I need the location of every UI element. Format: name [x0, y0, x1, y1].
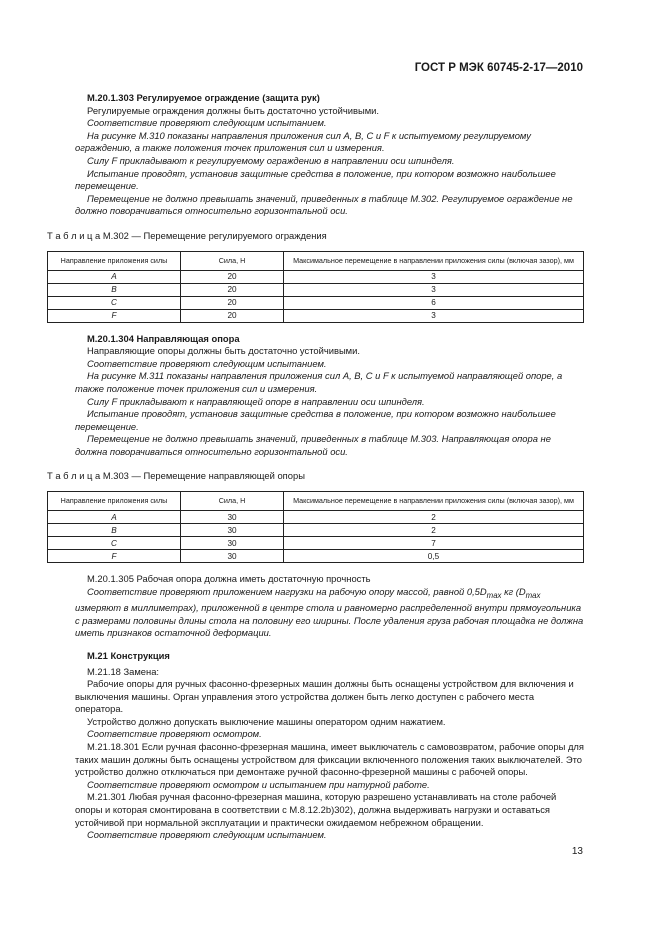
column-header: Сила, Н: [181, 492, 284, 511]
paragraph: М.21.18 Замена:: [87, 665, 160, 677]
paragraph: Перемещение не должно превышать значений, приведенных в таблице М.302. Регулируемое ограждение не должно поворачиваться относительно горизонтальной оси.: [75, 192, 573, 217]
column-header: Направление приложения силы: [48, 492, 181, 511]
paragraph: М.21.18.301 Если ручная фасонно-фрезерная машина, имеет выключатель с самовозвратом, рабочие опоры для таких машин должны быть оснащены устройством для фиксации включенного положения таких выключателей. Это устройство должно отключаться при демонтаже ручной фасонно-фрезерной машины с рабочей опоры.: [75, 741, 584, 778]
table-row: B 30 2: [48, 524, 584, 537]
paragraph: На рисунке М.310 показаны направления приложения сил A, B, C и F к испытуемому регулируемому ограждению, а также положения точек приложения сил и измерения.: [75, 129, 531, 154]
table-header-row: [48, 251, 584, 270]
column-header: Сила, Н: [181, 251, 284, 270]
paragraph: Соответствие проверяют следующим испытанием.: [87, 357, 327, 369]
section-heading-303: М.20.1.303 Регулируемое ограждение (защита рук): [87, 92, 320, 103]
column-header: Максимальное перемещение в направлении приложения силы (включая зазор), мм: [284, 251, 584, 270]
paragraph: Силу F прикладывают к регулируемому ограждению в направлении оси шпинделя.: [87, 154, 455, 166]
section-heading-304: М.20.1.304 Направляющая опора: [87, 332, 240, 344]
paragraph: М.21.301 Любая ручная фасонно-фрезерная машина, которую разрешено устанавливать на столе рабочей опоры и которая смонтирована в соответствии с М.8.12.2b)302), должна выдерживать нагрузки и оставаться устойчивой при нормальной эксплуатации и практически ожидаемом небрежном обращении.: [75, 791, 557, 828]
paragraph: Силу F прикладывают к направляющей опоре в направлении оси шпинделя.: [87, 395, 425, 407]
page-number: 13: [571, 846, 583, 857]
page-body: [47, 92, 584, 842]
column-header: Максимальное перемещение в направлении приложения силы (включая зазор), мм: [284, 492, 584, 511]
table-row: F 20 3: [48, 309, 584, 322]
section-heading-m21: М.21 Конструкция: [87, 649, 170, 661]
document-header: ГОСТ Р МЭК 60745-2-17—2010: [414, 62, 583, 74]
paragraph: Соответствие проверяют приложением нагрузки на рабочую опору массой, равной $0,5D_{max}$ кг ($D_{max}$ измеряют в миллиметрах), приложенной в центре стола и равномерно распределенной внутри прямоугольника с размерами половины длины стола на половину его ширины. После удаления груза рабочая площадка не должна иметь признаков остаточной деформации.: [75, 585, 584, 639]
paragraph: Рабочие опоры для ручных фасонно-фрезерных машин должны быть оснащены устройством для включения и выключения машины. Орган управления этого устройства должен быть легко доступен с рабочего места оператора.: [75, 678, 574, 715]
paragraph: Испытание проводят, установив защитные средства в положение, при котором возможно наибольшее перемещение.: [75, 167, 556, 192]
table-302: [47, 251, 584, 323]
paragraph: Соответствие проверяют следующим испытанием.: [87, 829, 327, 841]
paragraph: Соответствие проверяют осмотром и испытанием при натурной работе.: [87, 778, 430, 790]
paragraph: Перемещение не должно превышать значений, приведенных в таблице М.303. Направляющая опора не должна поворачиваться относительно горизонтальной оси.: [75, 433, 551, 457]
paragraph-305: М.20.1.305 Рабочая опора должна иметь достаточную прочность: [87, 573, 371, 585]
table-row: B 20 3: [48, 283, 584, 296]
paragraph: Испытание проводят, установив защитные средства в положение, при котором возможно наибольшее перемещение.: [75, 408, 556, 432]
paragraph: Соответствие проверяют осмотром.: [87, 728, 262, 740]
table-header-row: [48, 492, 584, 511]
table-row: C 30 7: [48, 537, 584, 550]
table-row: A 20 3: [48, 270, 584, 283]
table-303: [47, 491, 584, 563]
table-row: A 30 2: [48, 511, 584, 524]
paragraph: Устройство должно допускать выключение машины оператором одним нажатием.: [87, 715, 446, 727]
paragraph: Направляющие опоры должны быть достаточно устойчивыми.: [87, 345, 360, 357]
column-header: Направление приложения силы: [48, 251, 181, 270]
paragraph: Соответствие проверяют следующим испытанием.: [87, 117, 327, 129]
paragraph: Регулируемые ограждения должны быть достаточно устойчивыми.: [87, 104, 379, 116]
table-caption-302: Т а б л и ц а М.302 — Перемещение регулируемого ограждения: [47, 229, 327, 241]
table-caption-303: Т а б л и ц а М.303 — Перемещение направляющей опоры: [47, 470, 305, 482]
table-row: C 20 6: [48, 296, 584, 309]
paragraph: На рисунке М.311 показаны направления приложения сил A, B, C и F к испытуемой направляющей опоре, а также положение точек приложения сил и измерения.: [75, 370, 563, 394]
table-row: F 30 0,5: [48, 550, 584, 563]
